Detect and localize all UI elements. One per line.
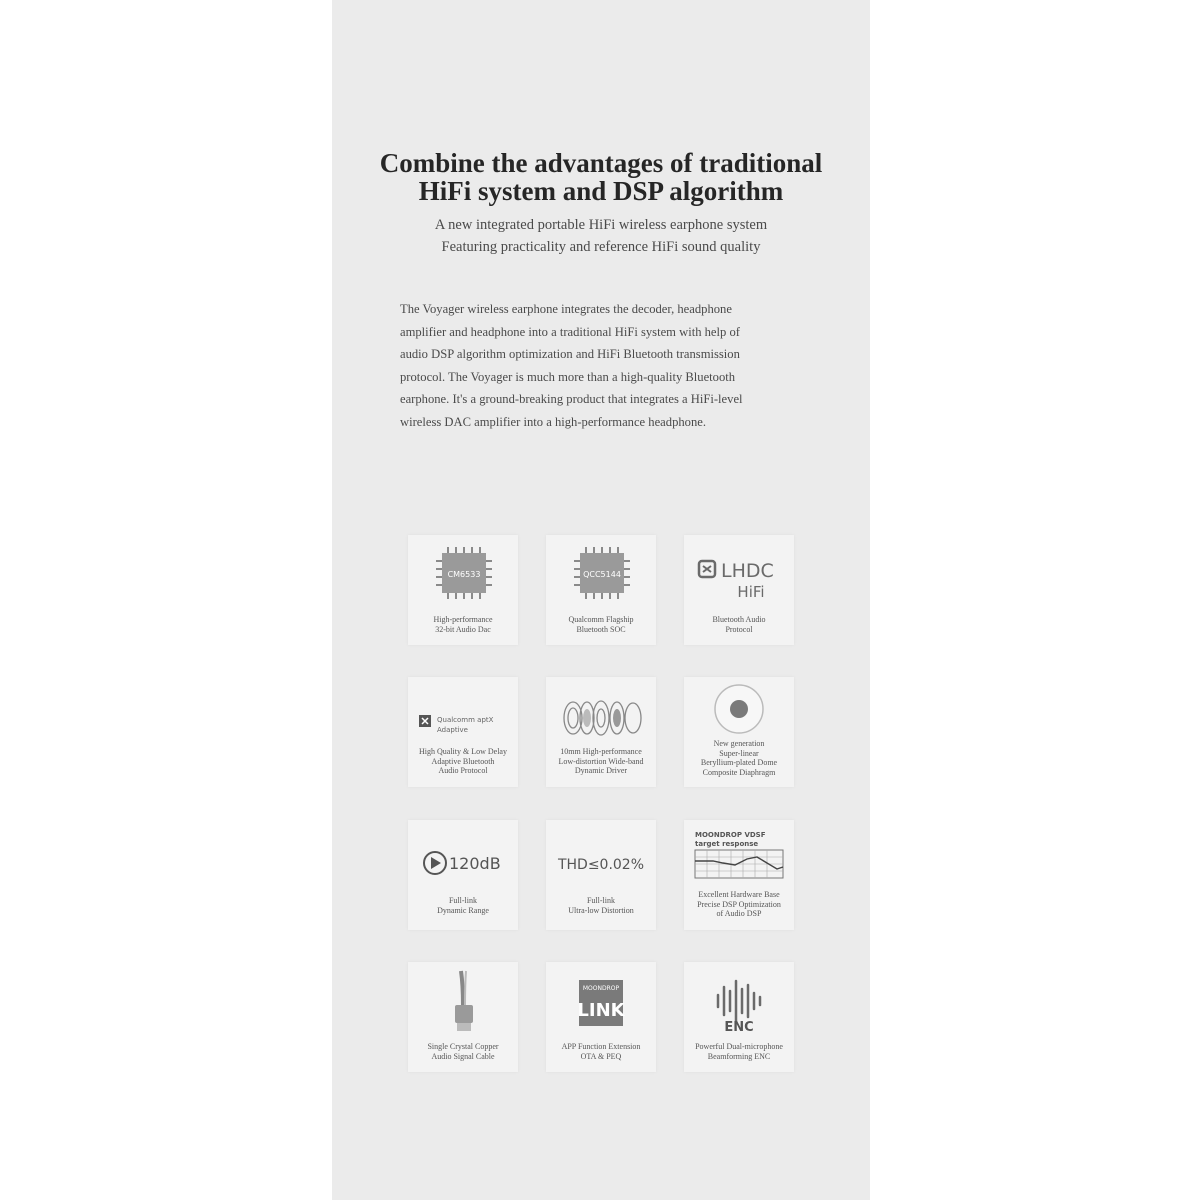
feature-caption: APP Function Extension: [561, 1042, 641, 1051]
feature-card-soc: [546, 535, 656, 645]
dac-chip-icon: [408, 535, 518, 610]
feature-caption: Audio Protocol: [438, 766, 488, 775]
feature-card-thd: [546, 820, 656, 930]
app-logo-text: LINK: [577, 999, 625, 1021]
dynamic-range-value: 120dB: [449, 853, 501, 873]
feature-card-dynamic-range: [408, 820, 518, 930]
feature-caption: Composite Diaphragm: [702, 767, 776, 777]
play-icon: [408, 820, 518, 895]
diaphragm-icon: [684, 677, 794, 737]
feature-card-driver: [546, 677, 656, 787]
subtitle-line-1: A new integrated portable HiFi wireless earphone system: [434, 217, 768, 233]
graph-title-1: MOONDROP VDSF: [695, 831, 766, 839]
feature-card-aptx: [408, 677, 518, 787]
feature-caption: High-performance: [433, 615, 493, 624]
content-panel: [332, 0, 870, 1200]
headline-line-1: Combine the advantages of traditional: [379, 148, 823, 178]
feature-caption: New generation: [713, 739, 765, 748]
app-logo-small-text: MOONDROP: [582, 984, 620, 992]
enc-logo-text: ENC: [724, 1019, 754, 1033]
aptx-logo-icon: [408, 677, 518, 752]
feature-caption: Full-link: [448, 896, 477, 905]
feature-caption: Beryllium-plated Dome: [700, 758, 778, 767]
description-line: amplifier and headphone into a traditional HiFi system with help of: [400, 324, 740, 339]
headline-line-2: HiFi system and DSP algorithm: [418, 176, 784, 206]
thd-icon: [546, 820, 656, 895]
feature-caption: Ultra-low Distortion: [568, 905, 634, 915]
feature-caption: Qualcomm Flagship: [568, 615, 634, 624]
response-graph-icon: [684, 820, 794, 886]
feature-caption: Excellent Hardware Base: [698, 890, 780, 899]
subtitle-line-2: Featuring practicality and reference HiFi sound quality: [441, 239, 761, 255]
feature-caption: Precise DSP Optimization: [697, 899, 781, 909]
cable-icon: [408, 962, 518, 1037]
feature-card-enc: [684, 962, 794, 1072]
feature-caption: Powerful Dual-microphone: [695, 1042, 783, 1051]
dynamic-driver-icon: [546, 677, 656, 752]
feature-caption: 32-bit Audio Dac: [435, 624, 491, 634]
aptx-badge-text-1: Qualcomm aptX: [437, 715, 494, 724]
feature-caption: High Quality & Low Delay: [419, 747, 507, 756]
description-line: wireless DAC amplifier into a high-performance headphone.: [400, 414, 706, 429]
feature-card-dac: [408, 535, 518, 645]
description-line: audio DSP algorithm optimization and HiFi Bluetooth transmission: [400, 347, 740, 361]
aptx-badge-text-2: Adaptive: [437, 725, 468, 734]
feature-caption: Beamforming ENC: [707, 1051, 771, 1061]
feature-caption: Dynamic Driver: [574, 766, 628, 775]
feature-caption: Bluetooth Audio: [712, 615, 766, 624]
feature-caption: Single Crystal Copper: [427, 1042, 499, 1051]
feature-card-diaphragm: [684, 677, 794, 787]
description-line: earphone. It's a ground-breaking product that integrates a HiFi-level: [400, 392, 743, 406]
lhdc-logo-text: LHDC: [721, 559, 774, 582]
feature-caption: Super-linear: [719, 748, 759, 758]
feature-card-app: [546, 962, 656, 1072]
lhdc-logo-icon: [684, 535, 794, 610]
feature-caption: Audio Signal Cable: [431, 1051, 495, 1061]
thd-value: THD≤0.02%: [557, 856, 645, 873]
feature-card-dsp: [684, 820, 794, 930]
feature-caption: OTA & PEQ: [580, 1051, 622, 1061]
feature-caption: Full-link: [586, 896, 615, 905]
soc-chip-label: QCC5144: [583, 569, 621, 579]
feature-caption: Protocol: [725, 624, 753, 634]
feature-caption: Bluetooth SOC: [576, 624, 626, 634]
description-paragraph: [400, 298, 804, 433]
feature-caption: Adaptive Bluetooth: [431, 756, 495, 766]
lhdc-hifi-text: HiFi: [737, 582, 765, 601]
description-line: protocol. The Voyager is much more than a high-quality Bluetooth: [400, 369, 736, 384]
feature-caption: Dynamic Range: [437, 905, 489, 915]
feature-caption: Low-distortion Wide-band: [558, 756, 644, 766]
dac-chip-label: CM6533: [447, 569, 481, 579]
feature-caption: of Audio DSP: [716, 909, 762, 918]
enc-waveform-icon: [684, 962, 794, 1037]
moondrop-link-icon: [546, 962, 656, 1037]
feature-card-lhdc: [684, 535, 794, 645]
description-line: The Voyager wireless earphone integrates the decoder, headphone: [400, 302, 732, 316]
feature-card-cable: [408, 962, 518, 1072]
graph-title-2: target response: [695, 840, 759, 848]
soc-chip-icon: [546, 535, 656, 610]
feature-caption: 10mm High-performance: [560, 747, 642, 756]
